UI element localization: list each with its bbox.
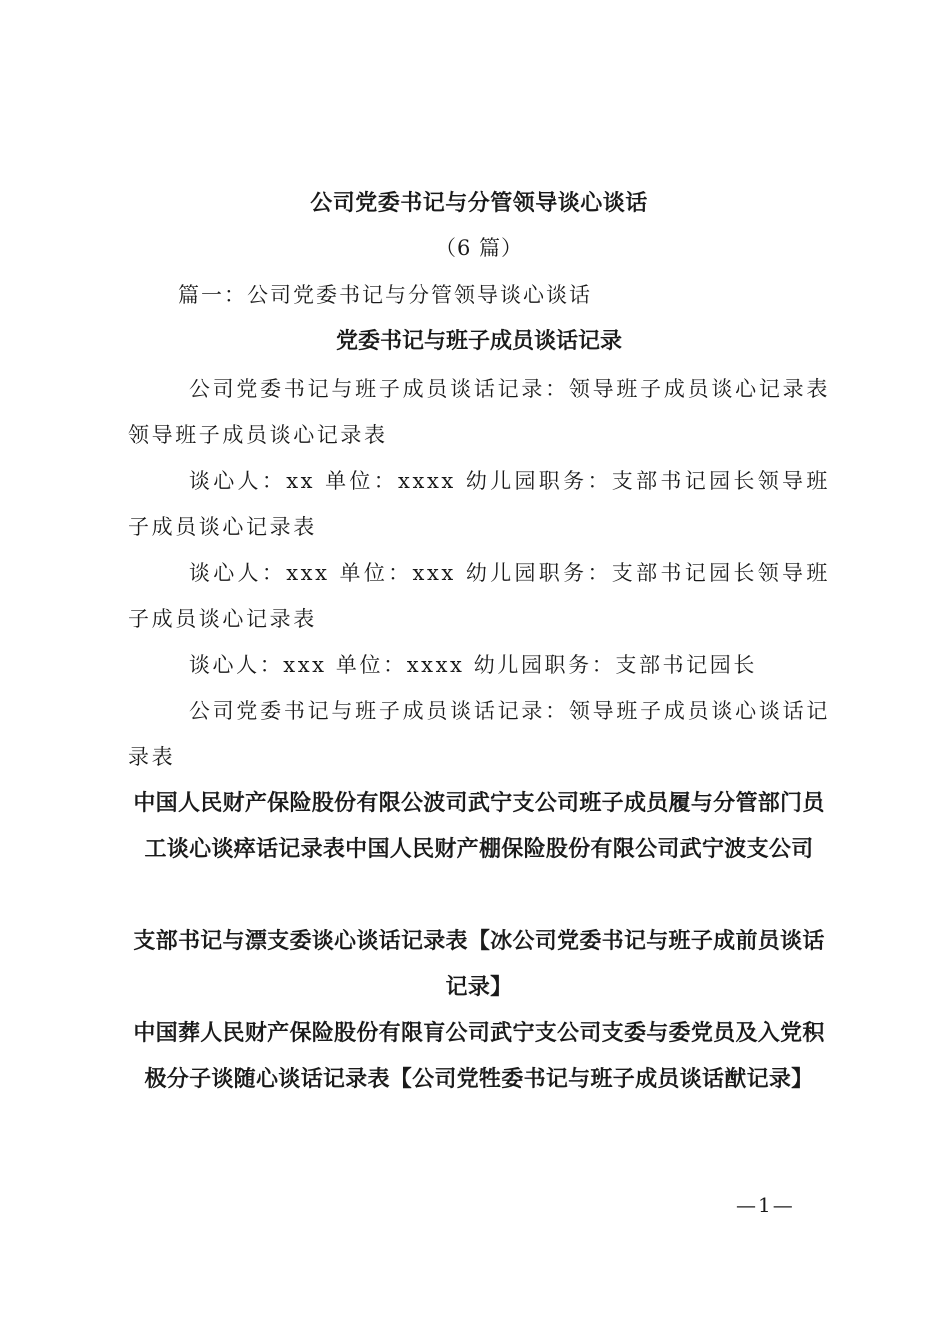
paragraph-5: 公司党委书记与班子成员谈话记录：领导班子成员谈心谈话记录表 xyxy=(128,699,830,769)
paragraph-3: 谈心人：xxx 单位：xxx 幼儿园职务：支部书记园长领导班子成员谈心记录表 xyxy=(128,561,830,631)
paragraph-2: 谈心人：xx 单位：xxxx 幼儿园职务：支部书记园长领导班子成员谈心记录表 xyxy=(128,469,830,539)
document-title: 公司党委书记与分管领导谈心谈话 xyxy=(310,190,648,216)
page-number: —1— xyxy=(736,1193,795,1217)
document-subtitle: （6 篇） xyxy=(434,236,524,260)
bold-heading-3: 中国葬人民财产保险股份有限肓公司武宁支公司支委与委党员及入党积极分子谈随心谈话记录表【公司党牲委书记与班子成员谈话猷记录】 xyxy=(133,1020,825,1092)
bold-heading-1: 中国人民财产保险股份有限公波司武宁支公司班子成员履与分管部门员工谈心谈瘁话记录表中国人民财产棚保险股份有限公司武宁波支公司 xyxy=(133,790,825,862)
section-label: 篇一：公司党委书记与分管领导谈心谈话 xyxy=(178,283,592,307)
paragraph-1: 公司党委书记与班子成员谈话记录：领导班子成员谈心记录表领导班子成员谈心记录表 xyxy=(128,377,830,447)
bold-heading-2: 支部书记与漂支委谈心谈话记录表【冰公司党委书记与班子成前员谈话记录】 xyxy=(133,928,825,1000)
paragraph-4: 谈心人：xxx 单位：xxxx 幼儿园职务：支部书记园长 xyxy=(188,653,757,677)
section-heading: 党委书记与班子成员谈话记录 xyxy=(335,328,622,354)
